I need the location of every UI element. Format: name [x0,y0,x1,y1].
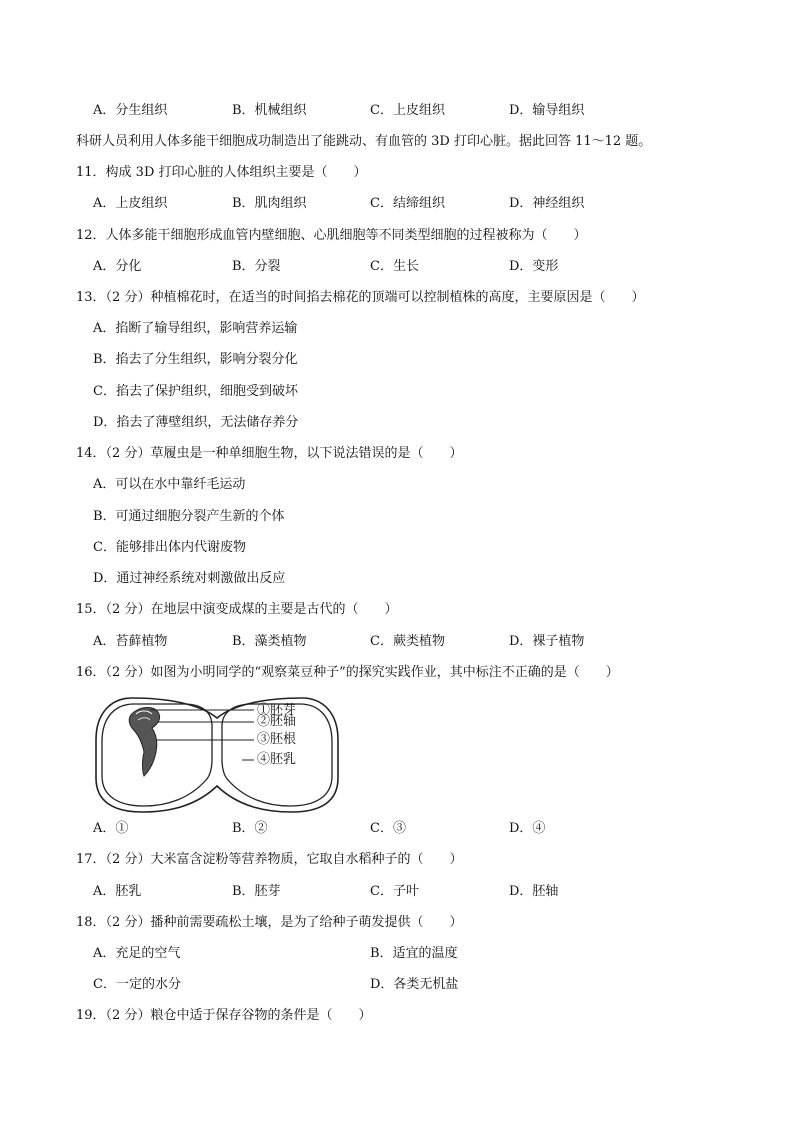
intro-11-12: 科研人员利用人体多能干细胞成功制造出了能跳动、有血管的 3D 打印心脏。据此回答 11～12 题。 [76,134,652,149]
q12-stem: 12．人体多能干细胞形成血管内壁细胞、心肌细胞等不同类型细胞的过程被称为（ ） [76,228,587,243]
q14-stem: 14．（2 分）草履虫是一种单细胞生物，以下说法错误的是（ ） [76,446,463,461]
q16-option-d: D．④ [509,821,546,836]
bean-seed-diagram [92,690,342,816]
q14-option-c: C．能够排出体内代谢废物 [93,540,246,555]
q12-option-d: D．变形 [509,259,559,274]
q10-option-b: B．机械组织 [232,103,307,118]
label-1: ①胚芽 [257,703,297,718]
q19-stem: 19．（2 分）粮仓中适于保存谷物的条件是（ ） [76,1008,372,1023]
label-4: ④胚乳 [257,752,297,767]
q17-stem: 17．（2 分）大米富含淀粉等营养物质，它取自水稻种子的（ ） [76,852,463,867]
q10-option-d: D．输导组织 [509,103,585,118]
q15-option-a: A．苔藓植物 [93,634,168,649]
q12-option-c: C．生长 [370,259,419,274]
q14-option-d: D．通过神经系统对刺激做出反应 [93,571,286,586]
q13-option-d: D．掐去了薄壁组织，无法储存养分 [93,415,299,430]
q10-option-a: A．分生组织 [93,103,168,118]
q17-option-a: A．胚乳 [93,884,142,899]
q18-stem: 18．（2 分）播种前需要疏松土壤，是为了给种子萌发提供（ ） [76,915,463,930]
q11-option-b: B．肌肉组织 [232,196,307,211]
q12-option-a: A．分化 [93,259,142,274]
q13-option-a: A．掐断了输导组织，影响营养运输 [93,321,298,336]
q15-option-d: D．裸子植物 [509,634,585,649]
q16-option-a: A．① [93,821,129,836]
q15-option-c: C．蕨类植物 [370,634,445,649]
q16-option-c: C．③ [370,821,406,836]
q11-option-c: C．结缔组织 [370,196,445,211]
q18-option-a: A．充足的空气 [93,946,181,961]
q16-stem: 16．（2 分）如图为小明同学的“观察菜豆种子”的探究实践作业，其中标注不正确的是（ ） [76,665,619,680]
q18-option-c: C．一定的水分 [93,977,181,992]
q17-option-b: B．胚芽 [232,884,281,899]
q17-option-d: D．胚轴 [509,884,559,899]
q10-option-c: C．上皮组织 [370,103,445,118]
q15-option-b: B．藻类植物 [232,634,307,649]
q14-option-a: A．可以在水中靠纤毛运动 [93,477,246,492]
q11-stem: 11．构成 3D 打印心脏的人体组织主要是（ ） [76,165,367,180]
label-3: ③胚根 [257,732,297,747]
label-2: ②胚轴 [257,714,297,729]
q11-option-d: D．神经组织 [509,196,585,211]
q18-option-d: D．各类无机盐 [370,977,459,992]
q13-option-b: B．掐去了分生组织，影响分裂分化 [93,352,298,367]
q18-option-b: B．适宜的温度 [370,946,458,961]
q13-option-c: C．掐去了保护组织，细胞受到破坏 [93,384,298,399]
q17-option-c: C．子叶 [370,884,419,899]
q12-option-b: B．分裂 [232,259,281,274]
q11-option-a: A．上皮组织 [93,196,168,211]
q15-stem: 15．（2 分）在地层中演变成煤的主要是古代的（ ） [76,602,398,617]
q14-option-b: B．可通过细胞分裂产生新的个体 [93,509,285,524]
q16-option-b: B．② [232,821,268,836]
q13-stem: 13．（2 分）种植棉花时，在适当的时间掐去棉花的顶端可以控制植株的高度，主要原因是（ ） [76,290,645,305]
